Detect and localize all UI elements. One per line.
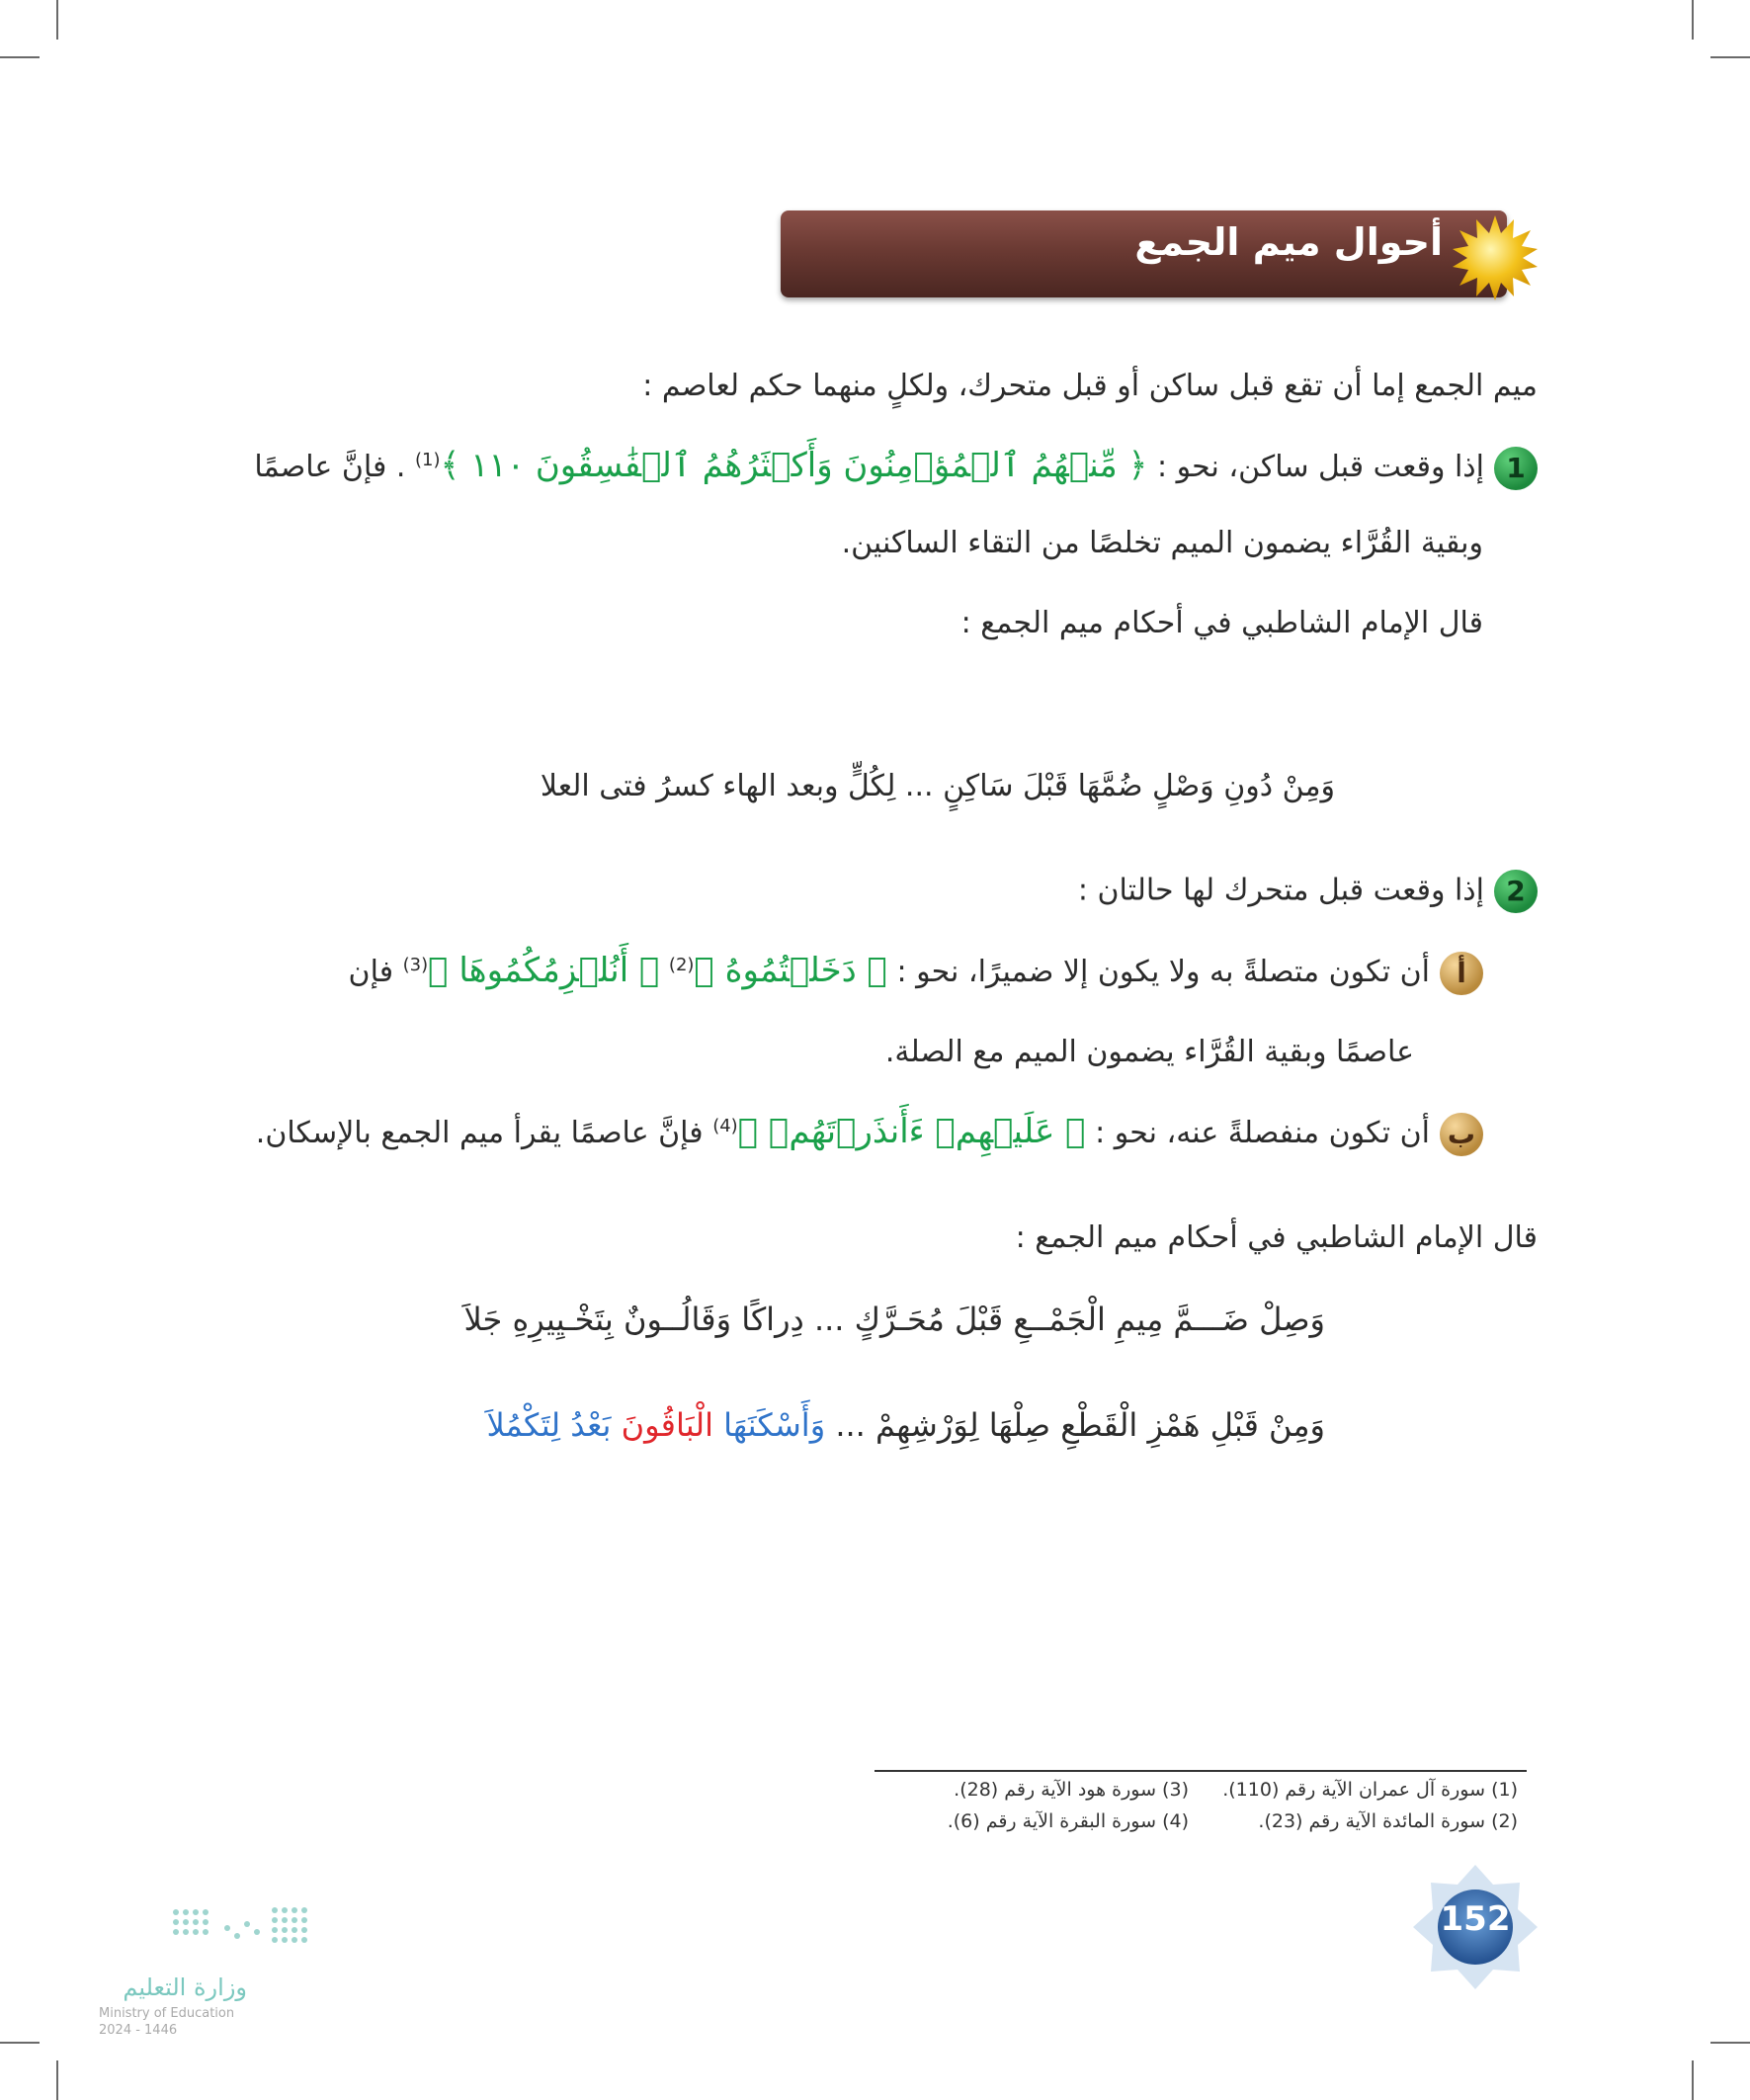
shatibi2-intro: قال الإمام الشاطبي في أحكام ميم الجمع : bbox=[1015, 1220, 1538, 1255]
crop-mark bbox=[56, 0, 58, 40]
case2b-verse: ﴿ عَلَيۡهِمۡ ءَأَنذَرۡتَهُمۡ ﴾ bbox=[737, 1112, 1086, 1151]
case2b-ref: (4) bbox=[712, 1116, 738, 1136]
crop-mark bbox=[1692, 0, 1694, 40]
logo-dots-icon bbox=[168, 1902, 395, 1962]
shatibi2-poem2-red: الْبَاقُونَ bbox=[611, 1406, 724, 1444]
case1-lead: إذا وقعت قبل ساكن، نحو : bbox=[1157, 450, 1484, 484]
case1-tail: . فإنَّ عاصمًا bbox=[254, 450, 406, 484]
case2a-verse1: ﴿ دَخَلۡتُمُوهُ ﴾ bbox=[694, 951, 887, 990]
case2b-line1 bbox=[256, 1112, 1483, 1156]
case2b-letter-badge: ب bbox=[1440, 1113, 1483, 1156]
footnote-divider bbox=[875, 1770, 1527, 1772]
shatibi2-poem2 bbox=[486, 1406, 1325, 1444]
case2a-text: أن تكون متصلةً به ولا يكون إلا ضميرًا، نحو : bbox=[896, 955, 1430, 989]
case2a-tail: فإن bbox=[348, 955, 394, 989]
shatibi2-poem1: وَصِلْ ضَـــمَّ مِيمِ الْجَمْــعِ قَبْلَ مُحَـرَّكٍ ... دِراكًا وَقَالُــونٌ بِتَخْـيِيرِهِ جَلاَ bbox=[463, 1301, 1325, 1338]
case1-line1 bbox=[254, 445, 1538, 490]
crop-mark bbox=[0, 56, 40, 58]
case2-lead: إذا وقعت قبل متحرك لها حالتان : bbox=[1077, 873, 1484, 908]
case1-number-badge: 1 bbox=[1494, 447, 1538, 490]
logo-arabic-text: وزارة التعليم bbox=[123, 1974, 247, 2001]
case2-line1 bbox=[1078, 870, 1538, 913]
footnote-4: (4) سورة البقرة الآية رقم (6). bbox=[947, 1810, 1189, 1832]
case2a-ref2: (3) bbox=[402, 955, 429, 975]
case1-line2: وبقية القُرَّاء يضمون الميم تخلصًا من التقاء الساكنين. bbox=[841, 526, 1483, 560]
case1-ref: (1) bbox=[414, 450, 441, 470]
case2a-verse2: ﴿ أَنُلۡزِمُكُمُوهَا ﴾ bbox=[428, 951, 660, 990]
shatibi2-poem2-black: وَمِنْ قَبْلِ هَمْزِ الْقَطْعِ صِلْهَا لِوَرْشِهِمْ ... bbox=[825, 1406, 1325, 1444]
title-banner bbox=[781, 210, 1507, 297]
crop-mark bbox=[1692, 2060, 1694, 2100]
case2a-line2: عاصمًا وبقية القُرَّاء يضمون الميم مع الصلة. bbox=[884, 1035, 1414, 1069]
case2-number-badge: 2 bbox=[1494, 870, 1538, 913]
crop-mark bbox=[1710, 2042, 1750, 2044]
crop-mark bbox=[1710, 56, 1750, 58]
footnote-3: (3) سورة هود الآية رقم (28). bbox=[954, 1779, 1189, 1801]
intro-text: ميم الجمع إما أن تقع قبل ساكن أو قبل متحرك، ولكلٍ منهما حكم لعاصم : bbox=[642, 369, 1538, 403]
ministry-logo bbox=[99, 1902, 326, 2038]
case2b-text: أن تكون منفصلةً عنه، نحو : bbox=[1095, 1116, 1430, 1150]
footnote-1: (1) سورة آل عمران الآية رقم (110). bbox=[1222, 1779, 1518, 1801]
shatibi2-poem2-blue1: وَأَسْكَنَهَا bbox=[723, 1406, 826, 1444]
case1-verse: ﴿ مِّنۡهُمُ ٱلۡمُؤۡمِنُونَ وَأَكۡثَرُهُمُ ٱلۡفَٰسِقُونَ ١١٠ ﴾ bbox=[440, 446, 1148, 485]
sun-icon bbox=[1451, 213, 1540, 302]
page-number: 152 bbox=[1440, 1899, 1511, 1939]
logo-year-text: 2024 - 1446 bbox=[99, 2023, 178, 2038]
case2b-tail: فإنَّ عاصمًا يقرأ ميم الجمع بالإسكان. bbox=[255, 1116, 704, 1150]
footnote-2: (2) سورة المائدة الآية رقم (23). bbox=[1258, 1810, 1518, 1832]
crop-mark bbox=[0, 2042, 40, 2044]
case2a-ref1: (2) bbox=[668, 955, 695, 975]
page-title: أحوال ميم الجمع bbox=[1134, 220, 1443, 264]
case1-poem: وَمِنْ دُونِ وَصْلٍ ضُمَّهَا قَبْلَ سَاكِنٍ ... لِكُلٍّ وبعد الهاء كسرُ فتى العلا bbox=[540, 769, 1335, 803]
crop-mark bbox=[56, 2060, 58, 2100]
case2a-line1 bbox=[349, 951, 1483, 995]
case1-line3: قال الإمام الشاطبي في أحكام ميم الجمع : bbox=[960, 606, 1483, 640]
shatibi2-poem2-blue2: بَعْدُ لِتَكْمُلاَ bbox=[486, 1406, 612, 1444]
case2a-letter-badge: أ bbox=[1440, 952, 1483, 995]
logo-english-text: Ministry of Education bbox=[99, 2006, 235, 2021]
